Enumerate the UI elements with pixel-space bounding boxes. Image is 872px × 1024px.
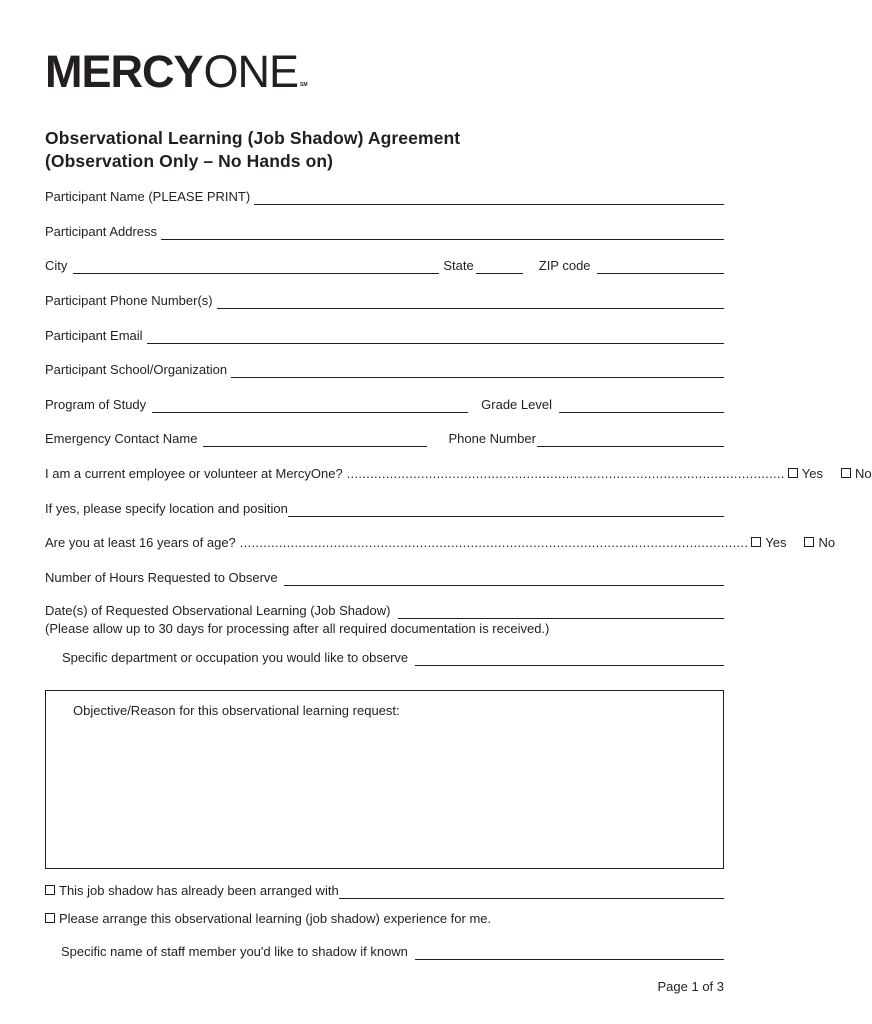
- checkbox-icon: [841, 468, 851, 478]
- yes-label: Yes: [765, 535, 787, 550]
- title-line-1: Observational Learning (Job Shadow) Agreement: [45, 128, 461, 148]
- phone-field[interactable]: [217, 297, 724, 309]
- checkbox-icon: [788, 468, 798, 478]
- location-row: [45, 501, 724, 517]
- dates-field[interactable]: [398, 607, 724, 619]
- title-line-2: (Observation Only – No Hands on): [45, 151, 334, 171]
- arranged-row: [45, 883, 724, 899]
- arranged-label: This job shadow has already been arranged with: [59, 883, 339, 898]
- emergency-phone-label: Phone Number: [448, 431, 536, 446]
- please-arrange-row: [45, 911, 724, 927]
- employee-question-row: [45, 466, 872, 482]
- school-label: Participant School/Organization: [45, 362, 228, 377]
- participant-address-row: [45, 224, 724, 240]
- email-label: Participant Email: [45, 328, 143, 343]
- program-field[interactable]: [152, 401, 468, 413]
- checkbox-icon: [804, 537, 814, 547]
- school-field[interactable]: [231, 366, 724, 378]
- department-label: Specific department or occupation you would like to observe: [62, 650, 409, 665]
- logo-service-mark: SM: [300, 82, 308, 88]
- arranged-with-field[interactable]: [339, 887, 724, 899]
- age-yes-option[interactable]: [751, 535, 786, 551]
- objective-box[interactable]: [45, 690, 724, 869]
- program-grade-row: [45, 397, 724, 413]
- school-row: [45, 362, 724, 378]
- emergency-contact-field[interactable]: [203, 435, 427, 447]
- phone-label: Participant Phone Number(s): [45, 293, 213, 308]
- age-question-row: [45, 535, 836, 551]
- staff-field[interactable]: [415, 948, 724, 960]
- please-arrange-option[interactable]: [45, 911, 491, 927]
- employee-yes-option[interactable]: [788, 466, 823, 482]
- no-label: No: [854, 466, 872, 481]
- grade-field[interactable]: [559, 401, 724, 413]
- age-no-option[interactable]: [804, 535, 835, 551]
- no-label: No: [818, 535, 836, 550]
- hours-field[interactable]: [284, 574, 724, 586]
- city-label: City: [45, 258, 68, 273]
- arranged-option[interactable]: [45, 883, 339, 899]
- participant-address-field[interactable]: [161, 228, 724, 240]
- objective-label: Objective/Reason for this observational learning request:: [73, 703, 400, 718]
- dates-note: (Please allow up to 30 days for processing after all required documentation is received.): [45, 621, 550, 636]
- participant-name-row: [45, 189, 724, 205]
- dot-leader: ..................................................................................................................................: [235, 535, 749, 550]
- checkbox-icon: [751, 537, 761, 547]
- page-number: Page 1 of 3: [657, 979, 724, 994]
- logo-one: ONE: [203, 46, 299, 97]
- participant-name-field[interactable]: [254, 193, 724, 205]
- zip-field[interactable]: [597, 262, 724, 274]
- age-question-label: Are you at least 16 years of age?: [45, 535, 236, 550]
- please-arrange-label: Please arrange this observational learning (job shadow) experience for me.: [59, 911, 492, 926]
- location-field[interactable]: [288, 505, 724, 517]
- checkbox-icon: [45, 913, 55, 923]
- emergency-contact-row: [45, 431, 724, 447]
- yes-label: Yes: [801, 466, 823, 481]
- emergency-phone-field[interactable]: [537, 435, 724, 447]
- logo-mercy: MERCY: [45, 46, 203, 97]
- zip-label: ZIP code: [538, 258, 591, 273]
- program-label: Program of Study: [45, 397, 147, 412]
- staff-row: [61, 944, 724, 960]
- department-field[interactable]: [415, 654, 724, 666]
- dates-row: [45, 603, 724, 619]
- participant-name-label: Participant Name (PLEASE PRINT): [45, 189, 251, 204]
- hours-label: Number of Hours Requested to Observe: [45, 570, 278, 585]
- state-field[interactable]: [476, 262, 523, 274]
- email-field[interactable]: [147, 332, 724, 344]
- mercyone-logo: [45, 44, 308, 97]
- email-row: [45, 328, 724, 344]
- department-row: [62, 650, 724, 666]
- city-field[interactable]: [73, 262, 439, 274]
- grade-label: Grade Level: [481, 397, 552, 412]
- city-state-zip-row: [45, 258, 724, 274]
- location-label: If yes, please specify location and position: [45, 501, 288, 516]
- employee-question-label: I am a current employee or volunteer at MercyOne?: [45, 466, 343, 481]
- hours-row: [45, 570, 724, 586]
- emergency-contact-label: Emergency Contact Name: [45, 431, 198, 446]
- participant-address-label: Participant Address: [45, 224, 158, 239]
- dot-leader: ................................................................................................................: [342, 466, 785, 481]
- page-title: [45, 127, 460, 173]
- phone-row: [45, 293, 724, 309]
- state-label: State: [443, 258, 474, 273]
- employee-no-option[interactable]: [841, 466, 872, 482]
- checkbox-icon: [45, 885, 55, 895]
- dates-label: Date(s) of Requested Observational Learning (Job Shadow): [45, 603, 391, 618]
- staff-label: Specific name of staff member you'd like to shadow if known: [61, 944, 408, 959]
